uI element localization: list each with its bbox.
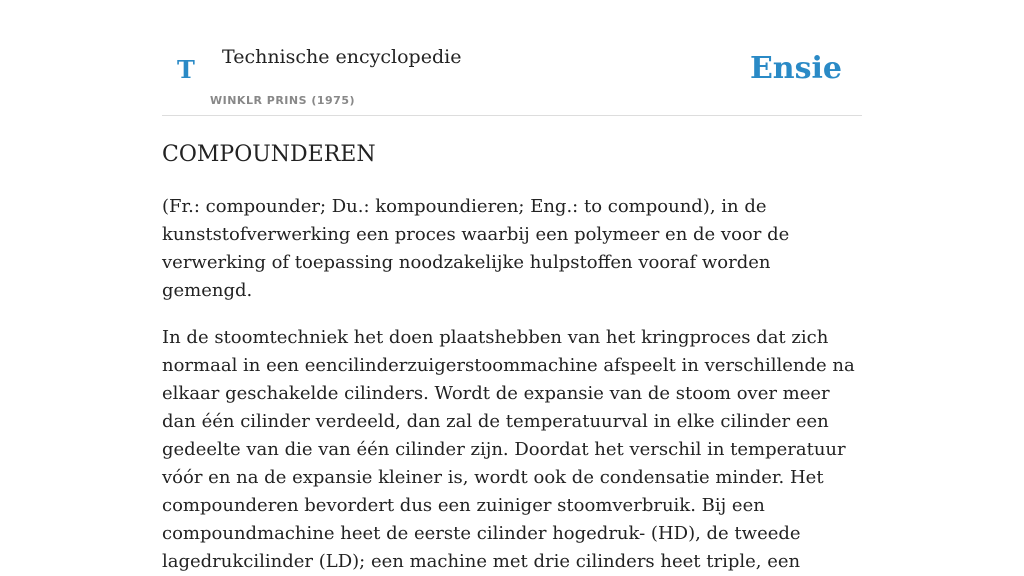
article [162,140,864,576]
book-subtitle: WINKLR PRINS (1975) [210,94,356,107]
article-paragraph: (Fr.: compounder; Du.: kompoundieren; Eng.: to compound), in de kunststofverwerking een proces waarbij een polymeer en de voor de verwerking of toepassing noodzakelijke hulpstoffen vooraf worden gemengd. [162,196,790,301]
ensie-logo-link[interactable]: Ensie [749,51,842,86]
book-header [162,40,862,116]
book-logo-icon[interactable]: T [177,55,195,84]
article-headword: COMPOUNDEREN [162,142,376,167]
book-title-link[interactable]: Technische encyclopedie [222,46,462,68]
article-paragraph: In de stoomtechniek het doen plaatshebben van het kringproces dat zich normaal in een eencilinderzuigerstoommachine afspeelt in verschillende na elkaar geschakelde cilinders. Wordt de expansie van de stoom over meer dan één cilinder verdeeld, dan zal de temperatuurval in elke cilinder een gedeelte van die van één cilinder zijn. Doordat het verschil in temperatuur vóór en na de expansie kleiner is, wordt ook de condensatie minder. Het compounderen bevordert dus een zuiniger stoomverbruik. Bij een compoundmachine heet de eerste cilinder hogedruk- (HD), de tweede lagedrukcilinder (LD); een machine met drie cilinders heet triple, een [162,327,855,572]
